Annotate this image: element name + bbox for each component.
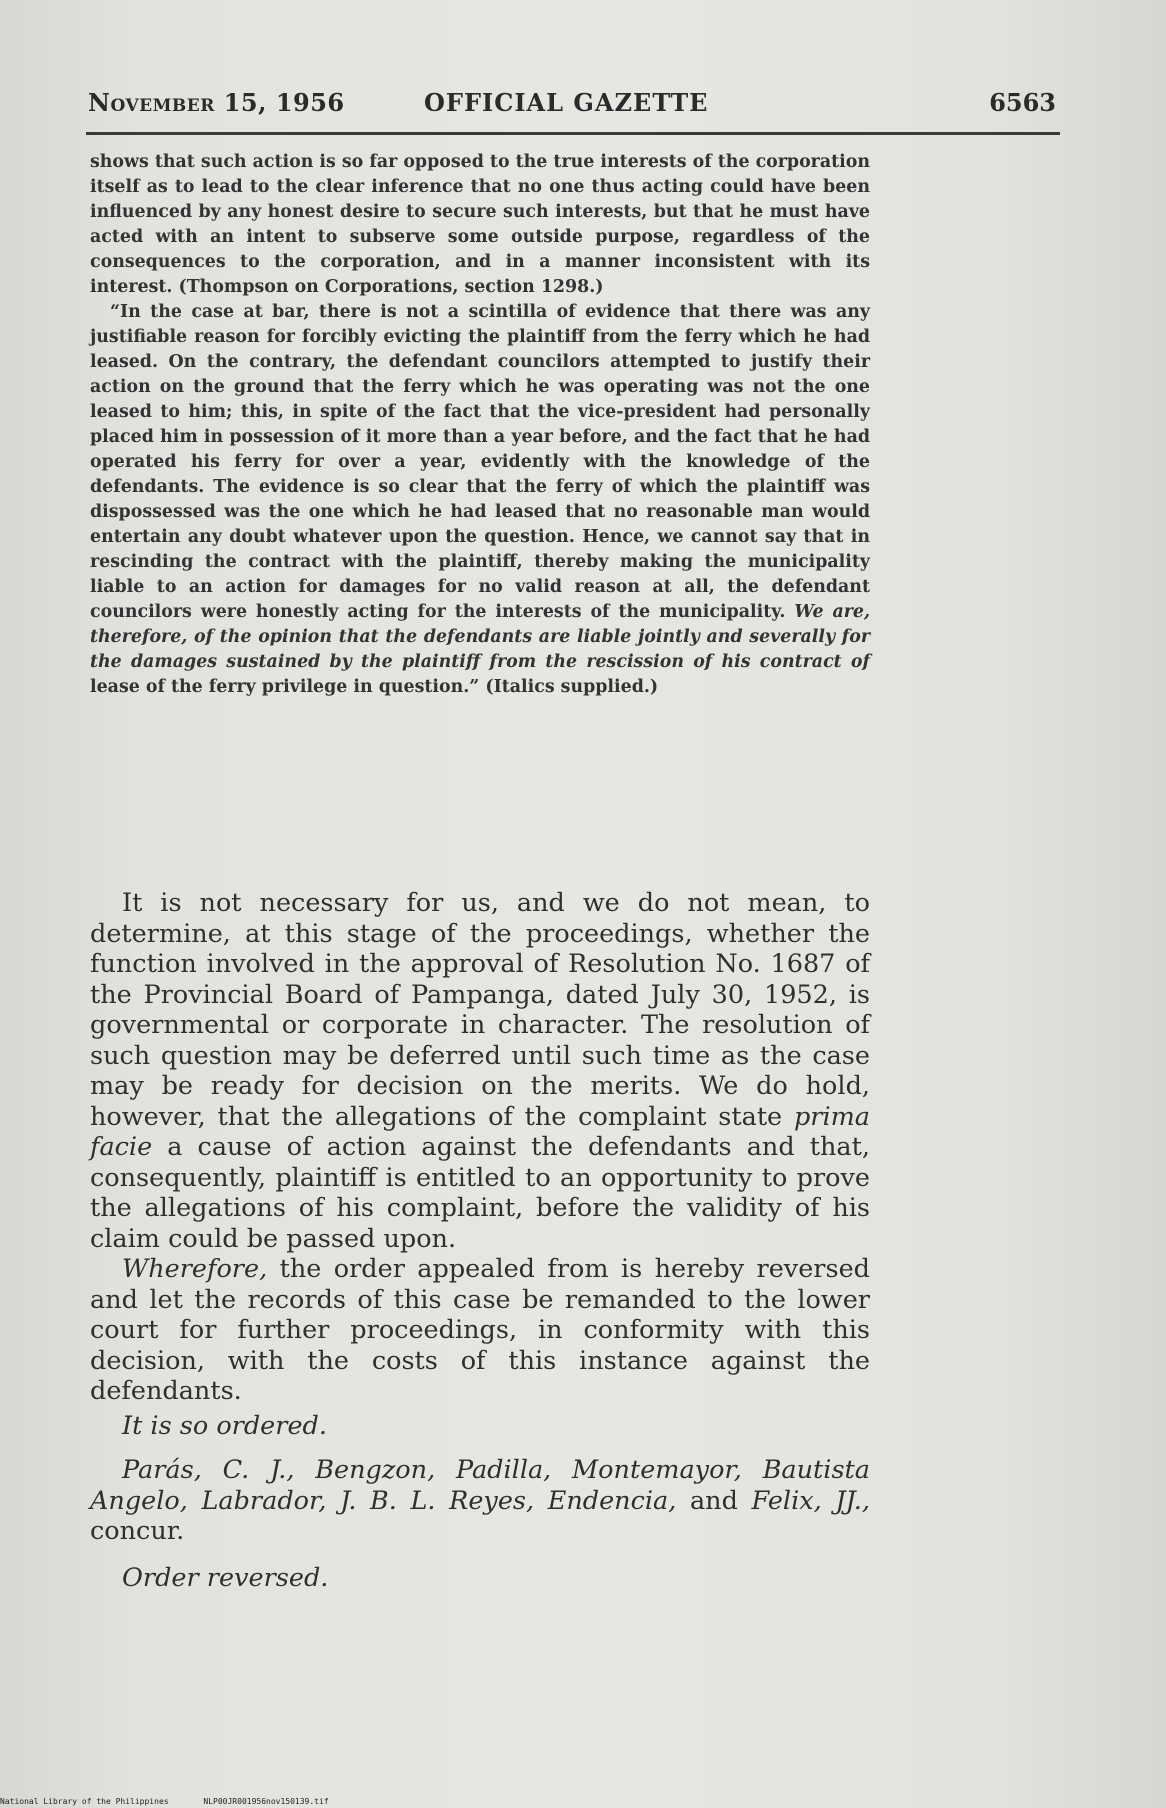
page-header: [88, 88, 1056, 128]
body-paragraph-1: [90, 888, 870, 1254]
order-reversed-text: Order reversed.: [122, 1562, 329, 1593]
scan-footer: [0, 1797, 359, 1806]
page-number: 6563: [989, 88, 1056, 117]
opinion-body: [90, 888, 870, 1593]
disposition: [90, 1563, 870, 1594]
para1-text: It is not necessary for us, and we do not mean, to determine, at this stage of the proceedings, whether the function involved in the approval of Resolution No. 1687 of the Provincial Board of Pampanga, dated July 30, 1952, is governmental or corporate in character. The resolution of such question may be deferred until such time as the case may be ready for decision on the merits. We do hold, however, that the allegations of the complaint state: [90, 888, 870, 1132]
para1-italic: prima facie: [90, 1101, 870, 1162]
justices-names: Parás, C. J., Bengzon, Padilla, Montemayor, Bautista Angelo, Labrador, J. B. L. Reyes, Endencia,: [90, 1455, 870, 1516]
header-title: OFFICIAL GAZETTE: [424, 88, 709, 117]
quote-italic-text: We are, therefore, of the opinion that the defendants are liable jointly and severally for the damages sustained by the plaintiff from the rescission of his contract of: [90, 602, 870, 672]
quote-text: “In the case at bar, there is not a scintilla of evidence that there was any justifiable reason for forcibly evicting the plaintiff from the ferry which he had leased. On the contrary, the defendant councilors attempted to justify their action on the ground that the ferry which he was operating was not the one leased to him; this, in spite of the fact that the vice-president had personally placed him in possession of it more than a year before, and the fact that he had operated his ferry for over a year, evidently with the knowledge of the defendants. The evidence is so clear that the ferry of which the plaintiff was dispossessed was the one which he had leased that no reasonable man would entertain any doubt whatever upon the question. Hence, we cannot say that in rescinding the contract with the plaintiff, thereby making the municipality liable to an action for damages for no valid reason at all, the defendant councilors were honestly acting for the interests of the municipality.: [90, 302, 870, 622]
body-paragraph-2: [90, 1254, 870, 1407]
para1-text-end: a cause of action against the defendants and that, consequently, plaintiff is entitled to an opportunity to prove the allegations of his complaint, before the validity of his claim could be passed upon.: [90, 1132, 870, 1254]
footer-library: National Library of the Philippines: [0, 1797, 169, 1806]
quote-end-text: lease of the ferry privilege in question.” (Italics supplied.): [90, 677, 659, 697]
header-date: November 15, 1956: [88, 88, 345, 117]
header-rule: [86, 132, 1060, 135]
ordered-line: [90, 1411, 870, 1442]
justice-felix: Felix, JJ.,: [751, 1485, 870, 1516]
ordered-text: It is so ordered.: [122, 1410, 327, 1441]
concur-and: and: [689, 1485, 738, 1516]
footer-filename: NLP00JR001956nov150139.tif: [203, 1797, 329, 1806]
concur-word: concur.: [90, 1516, 185, 1546]
concurrence: [90, 1455, 870, 1547]
quote-paragraph-1: shows that such action is so far opposed to the true interests of the corporation itself as to lead to the clear inference that no one thus acting could have been influenced by any honest desire to secure such interests, but that he must have acted with an intent to subserve some outside purpose, regardless of the consequences to the corporation, and in a manner inconsistent with its interest. (Thompson on Corporations, section 1298.): [90, 152, 870, 297]
quote-paragraph-2: [90, 300, 870, 700]
para2-italic: Wherefore,: [122, 1254, 268, 1284]
quoted-passage: [90, 150, 870, 700]
para2-text: the order appealed from is hereby reversed and let the records of this case be remanded to the lower court for further proceedings, in conformity with this decision, with the costs of this instance against the defendants.: [90, 1254, 870, 1406]
